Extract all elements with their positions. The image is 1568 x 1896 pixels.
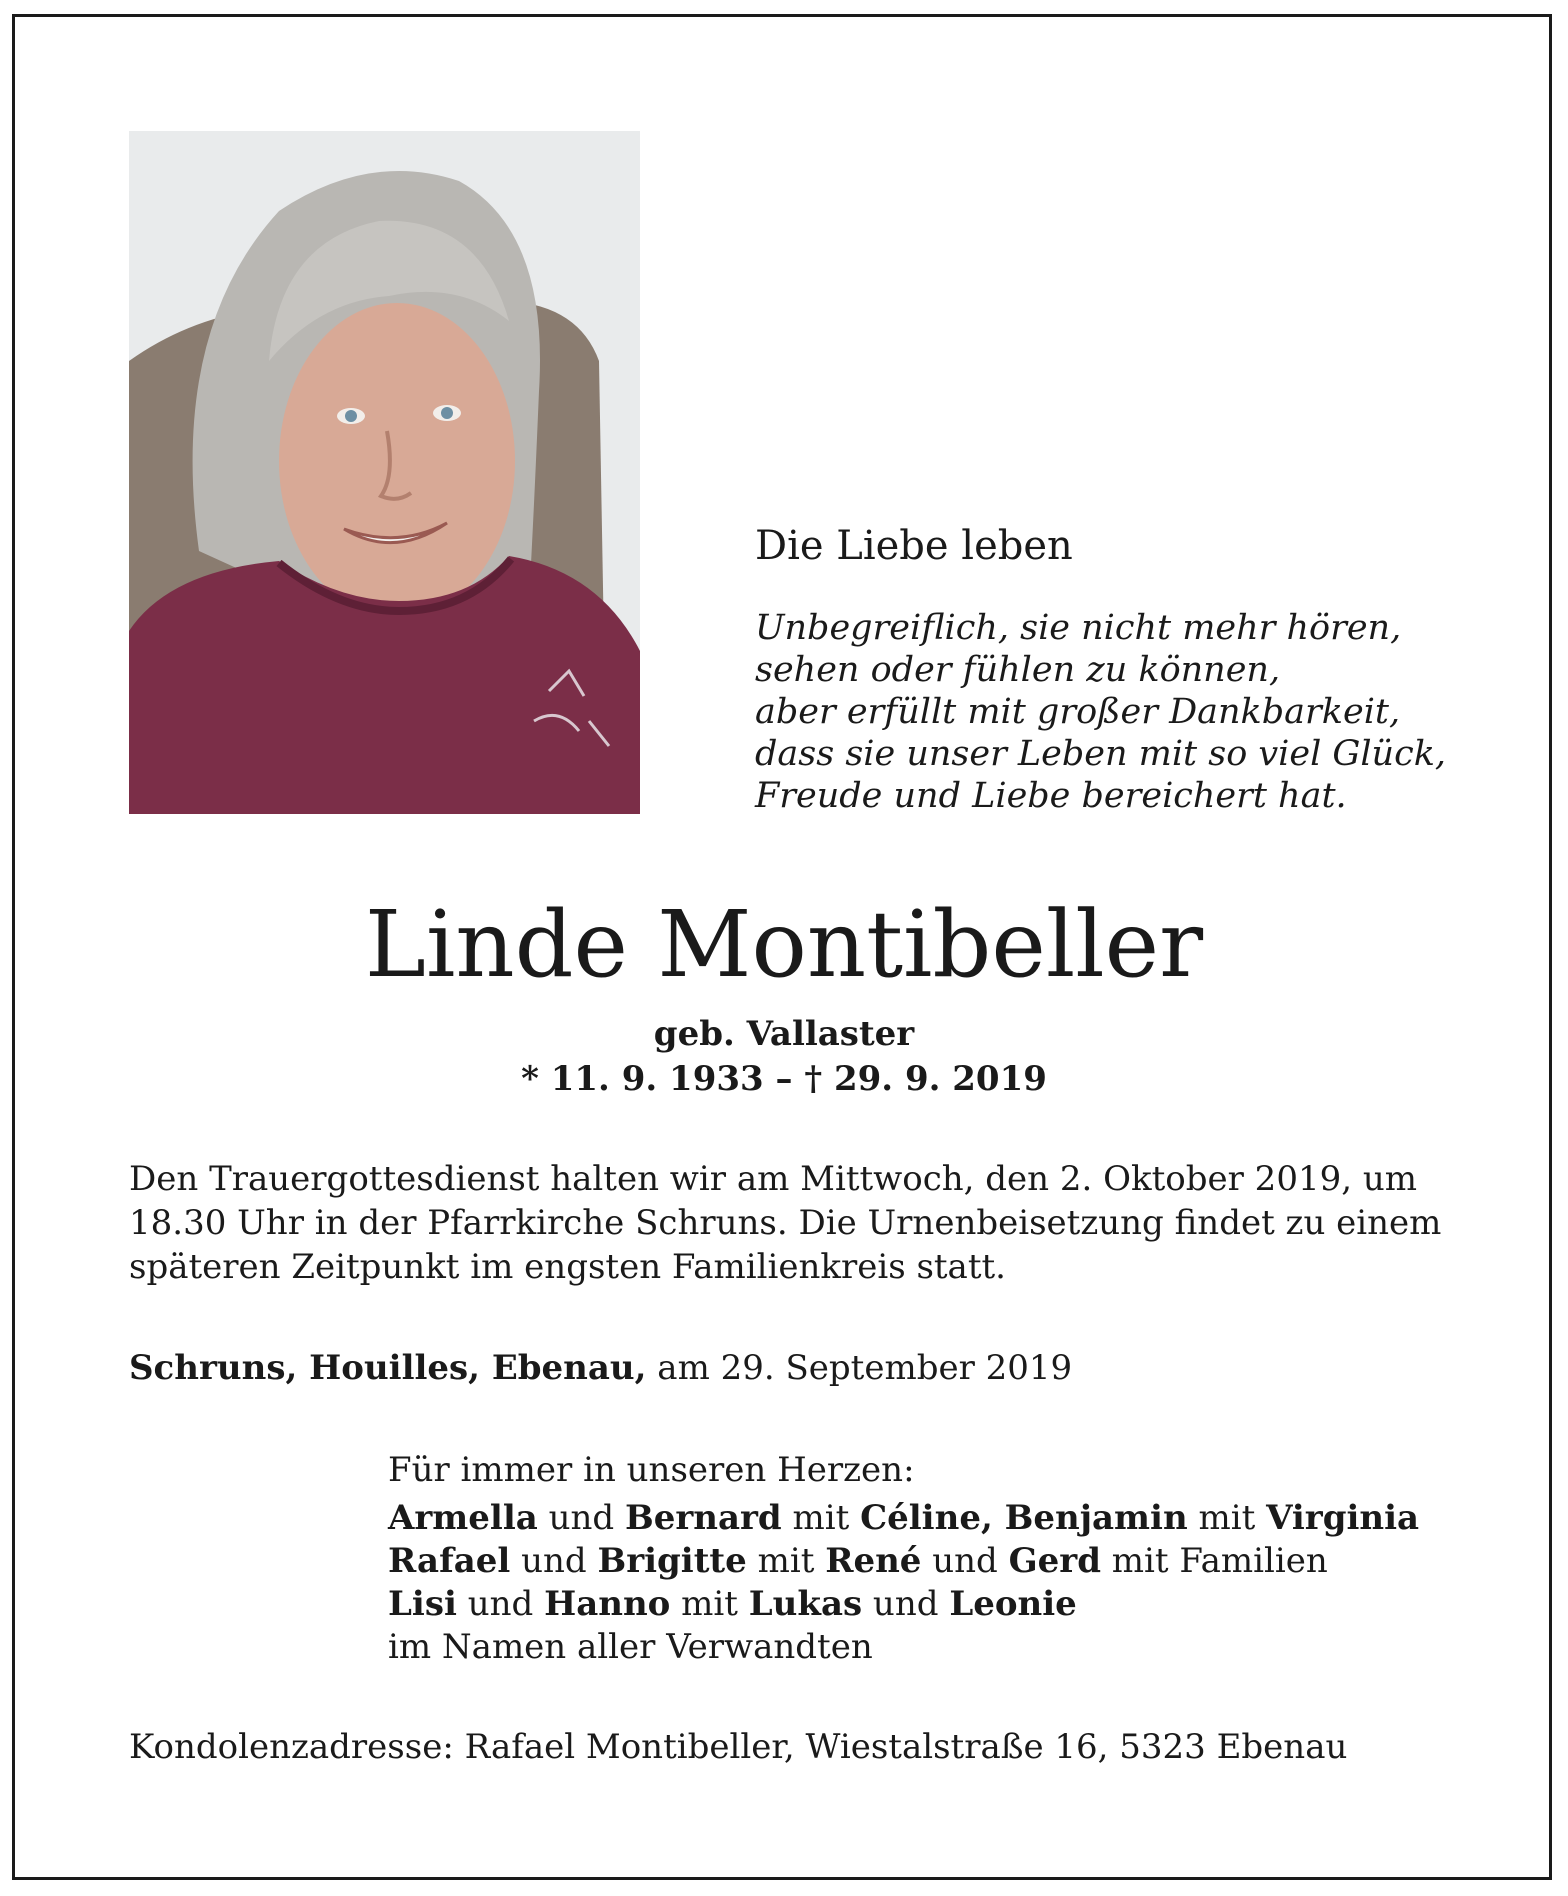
mourners-line <box>388 1626 1538 1669</box>
poem <box>755 607 1455 817</box>
mourners-list <box>388 1497 1538 1669</box>
mourner-name: Lisi <box>388 1584 457 1624</box>
mourner-connector: mit <box>746 1541 826 1581</box>
poem-line: dass sie unser Leben mit so viel Glück, <box>755 734 1447 774</box>
mourner-name: Gerd <box>1008 1541 1101 1581</box>
mourner-name: Hanno <box>544 1584 671 1624</box>
mourner-connector: und <box>862 1584 950 1624</box>
mourner-name: Céline, Benjamin <box>860 1498 1188 1538</box>
service-line: späteren Zeitpunkt im engsten Familienkreis statt. <box>129 1247 1006 1287</box>
deceased-name: Linde Montibeller <box>364 891 1204 998</box>
life-dates: * 11. 9. 1933 – † 29. 9. 2019 <box>521 1059 1047 1099</box>
mourner-name: Leonie <box>949 1584 1077 1624</box>
portrait-photo <box>129 131 640 814</box>
mourner-connector: und <box>921 1541 1009 1581</box>
place-and-date <box>129 1346 1072 1390</box>
mourner-name: Brigitte <box>597 1541 747 1581</box>
service-line: 18.30 Uhr in der Pfarrkirche Schruns. Die Urnenbeisetzung findet zu einem <box>129 1203 1442 1243</box>
mourner-connector: mit <box>781 1498 861 1538</box>
mourners-line <box>388 1540 1538 1583</box>
mourner-connector: mit <box>1187 1498 1267 1538</box>
poem-line: Unbegreiflich, sie nicht mehr hören, <box>755 608 1402 648</box>
mourners-intro: Für immer in unseren Herzen: <box>388 1450 915 1490</box>
mourner-connector: mit <box>670 1584 749 1624</box>
mourner-connector: im Namen aller Verwandten <box>388 1627 873 1667</box>
places: Schruns, Houilles, Ebenau, <box>129 1348 647 1388</box>
service-line: Den Trauergottesdienst halten wir am Mittwoch, den 2. Oktober 2019, um <box>129 1159 1417 1199</box>
mourners-line <box>388 1583 1538 1626</box>
poem-line: aber erfüllt mit großer Dankbarkeit, <box>755 692 1401 732</box>
mourner-connector: und <box>537 1498 625 1538</box>
poem-line: Freude und Liebe bereichert hat. <box>755 776 1347 816</box>
date-text: am 29. September 2019 <box>646 1348 1073 1388</box>
condolence-address: Kondolenzadresse: Rafael Montibeller, Wiestalstraße 16, 5323 Ebenau <box>129 1727 1348 1767</box>
mourner-connector: mit Familien <box>1100 1541 1328 1581</box>
mourner-connector: und <box>456 1584 545 1624</box>
mourner-name: René <box>825 1541 922 1581</box>
service-announcement <box>129 1157 1549 1289</box>
mourner-name: Rafael <box>388 1541 511 1581</box>
maiden-name: geb. Vallaster <box>653 1014 915 1054</box>
poem-title: Die Liebe leben <box>755 523 1073 569</box>
mourner-name: Armella <box>388 1498 538 1538</box>
mourner-connector: und <box>510 1541 598 1581</box>
mourner-name: Bernard <box>624 1498 782 1538</box>
mourners-line <box>388 1497 1538 1540</box>
poem-line: sehen oder fühlen zu können, <box>755 650 1281 690</box>
mourner-name: Virginia <box>1266 1498 1420 1538</box>
mourner-name: Lukas <box>748 1584 863 1624</box>
